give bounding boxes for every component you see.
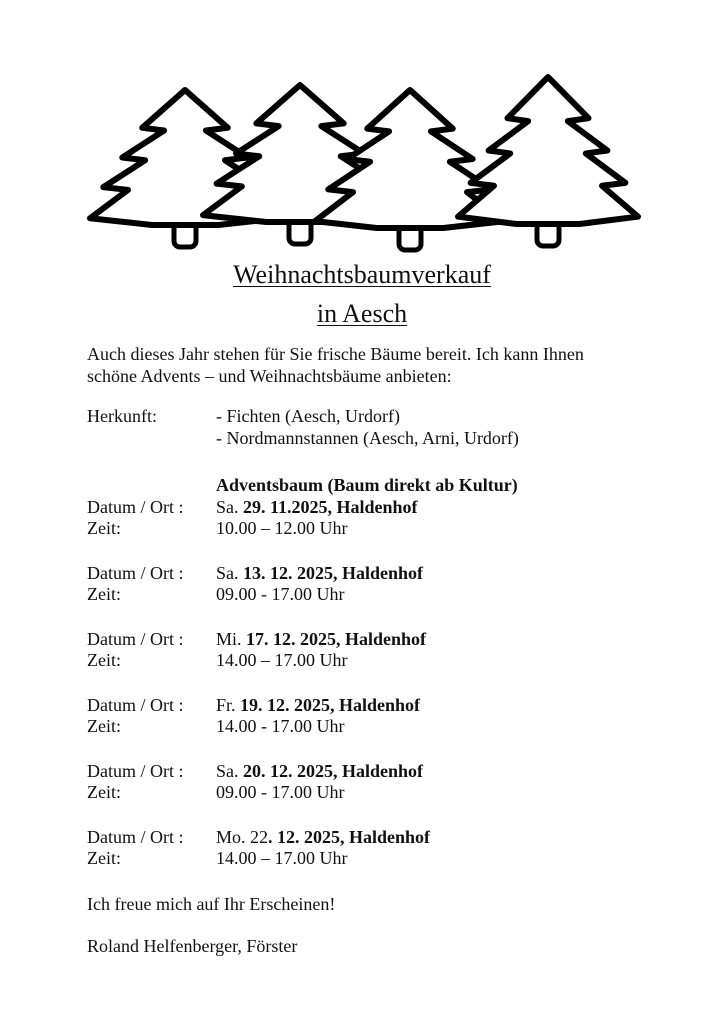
origin-item: - Fichten (Aesch, Urdorf) <box>216 406 400 426</box>
date-value <box>216 629 426 651</box>
date-value <box>216 827 430 849</box>
intro-line: Auch dieses Jahr stehen für Sie frische Bäume bereit. Ich kann Ihnen <box>87 344 584 364</box>
schedule <box>87 475 518 893</box>
signature: Roland Helfenberger, Förster <box>87 936 298 956</box>
christmas-trees-illustration <box>0 0 724 260</box>
date-entry <box>87 695 518 738</box>
date-place-label: Datum / Ort : <box>87 562 184 583</box>
date-prefix: Fr. <box>216 694 241 715</box>
intro-paragraph <box>87 344 584 387</box>
time-label: Zeit: <box>87 584 121 604</box>
closing-text: Ich freue mich auf Ihr Erscheinen! <box>87 894 336 914</box>
date-value <box>216 695 420 717</box>
time-value: 14.00 - 17.00 Uhr <box>216 716 345 736</box>
date-value <box>216 761 423 783</box>
date-place-label: Datum / Ort : <box>87 694 184 715</box>
date-prefix: Mi. <box>216 628 247 649</box>
date-bold: . 12. 2025, Haldenhof <box>268 826 431 847</box>
date-place-label: Datum / Ort : <box>87 496 184 517</box>
date-value <box>216 497 418 519</box>
tree-icon <box>458 77 638 246</box>
date-entry <box>87 497 518 540</box>
date-bold: 29. 11.2025, Haldenhof <box>243 496 418 517</box>
title-line-2: in Aesch <box>316 299 408 328</box>
date-bold: 19. 12. 2025, Haldenhof <box>240 694 421 715</box>
date-entry <box>87 761 518 804</box>
advent-heading: Adventsbaum (Baum direkt ab Kultur) <box>216 475 518 495</box>
time-label: Zeit: <box>87 518 121 538</box>
time-label: Zeit: <box>87 650 121 670</box>
date-bold: 20. 12. 2025, Haldenhof <box>243 760 424 781</box>
time-label: Zeit: <box>87 782 121 802</box>
date-place-label: Datum / Ort : <box>87 760 184 781</box>
date-prefix: Sa. <box>216 760 243 781</box>
time-label: Zeit: <box>87 716 121 736</box>
date-entry <box>87 827 518 870</box>
time-value: 14.00 – 17.00 Uhr <box>216 848 348 868</box>
date-bold: 17. 12. 2025, Haldenhof <box>246 628 427 649</box>
time-label: Zeit: <box>87 848 121 868</box>
intro-line: schöne Advents – und Weihnachtsbäume anbieten: <box>87 365 452 386</box>
date-place-label: Datum / Ort : <box>87 628 184 649</box>
date-entry <box>87 563 518 606</box>
time-value: 10.00 – 12.00 Uhr <box>216 518 348 538</box>
date-prefix: Sa. <box>216 562 243 583</box>
time-value: 14.00 – 17.00 Uhr <box>216 650 348 670</box>
date-prefix: Mo. 22 <box>216 826 269 847</box>
date-value <box>216 563 423 585</box>
origin-label: Herkunft: <box>87 406 157 426</box>
time-value: 09.00 - 17.00 Uhr <box>216 584 345 604</box>
date-bold: 13. 12. 2025, Haldenhof <box>243 562 424 583</box>
date-prefix: Sa. <box>216 496 243 517</box>
date-entry <box>87 629 518 672</box>
origin-section <box>87 406 519 449</box>
date-place-label: Datum / Ort : <box>87 826 184 847</box>
time-value: 09.00 - 17.00 Uhr <box>216 782 345 802</box>
origin-item: - Nordmannstannen (Aesch, Arni, Urdorf) <box>216 427 519 448</box>
title-line-1: Weihnachtsbaumverkauf <box>233 260 491 289</box>
